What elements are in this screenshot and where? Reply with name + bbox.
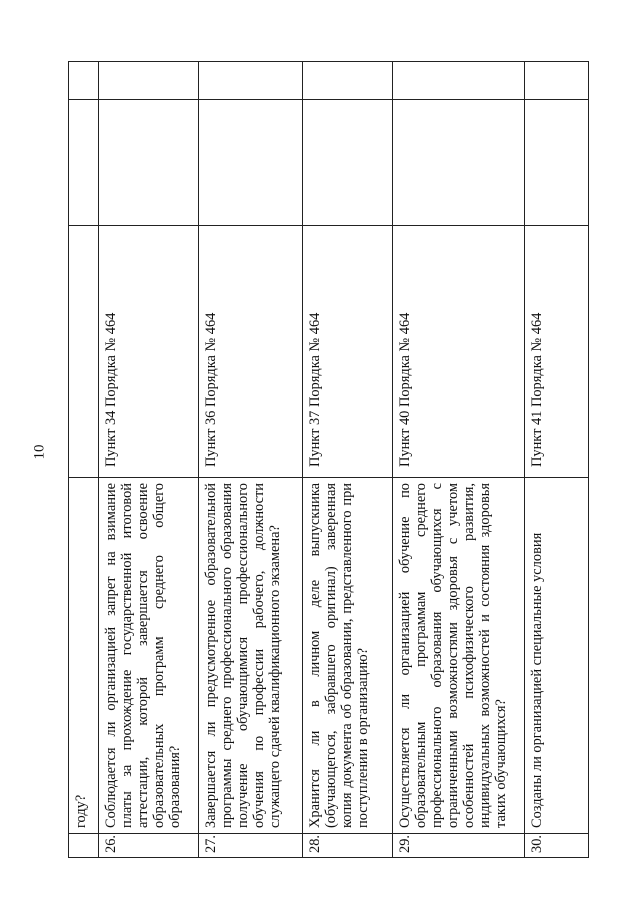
table-row [393, 62, 525, 858]
question-text: Завершается ли предусмотренное образовательной программы среднего профессионального образования получение обучающимися профессионального обучения по профессии рабочего, должности служащего сдачей квалификационного экзамена? [199, 478, 303, 834]
note-cell [199, 62, 303, 100]
note-cell [69, 62, 99, 100]
question-text: Хранится ли в личном деле выпускника (обучающегося, забравшего оригинал) заверенная копия документа об образовании, представленного при поступлении в организацию? [303, 478, 393, 834]
table-row [525, 62, 589, 858]
answer-cell [69, 100, 99, 226]
row-number: 29. [393, 834, 525, 858]
reference-text: Пункт 41 Порядка № 464 [525, 226, 589, 478]
table-row [99, 62, 199, 858]
reference-text: Пункт 40 Порядка № 464 [393, 226, 525, 478]
answer-cell [525, 100, 589, 226]
question-text: Осуществляется ли организацией обучение по образовательным программам среднего профессионального образования обучающихся с ограниченными возможностями здоровья с учетом особенностей психофизического развития, индивидуальных возможностей и состояния здоровья таких обучающихся? [393, 478, 525, 834]
reference-text: Пункт 37 Порядка № 464 [303, 226, 393, 478]
row-number: 28. [303, 834, 393, 858]
row-number: 26. [99, 834, 199, 858]
row-number-cell [69, 834, 99, 858]
note-cell [99, 62, 199, 100]
continuation-cell: году? [69, 478, 99, 834]
answer-cell [393, 100, 525, 226]
row-number: 27. [199, 834, 303, 858]
requirements-table-rotated [68, 62, 588, 858]
answer-cell [199, 100, 303, 226]
reference-text: Пункт 36 Порядка № 464 [199, 226, 303, 478]
reference-text: Пункт 34 Порядка № 464 [99, 226, 199, 478]
reference-cell [69, 226, 99, 478]
question-text: Созданы ли организацией специальные условия [525, 478, 589, 834]
table-row [303, 62, 393, 858]
row-number: 30. [525, 834, 589, 858]
note-cell [393, 62, 525, 100]
question-text: Соблюдается ли организацией запрет на взимание платы за прохождение государственной итоговой аттестации, которой завершается освоение образовательных программ среднего общего образования? [99, 478, 199, 834]
note-cell [525, 62, 589, 100]
answer-cell [303, 100, 393, 226]
table-row [199, 62, 303, 858]
page-number: 10 [31, 444, 48, 460]
answer-cell [99, 100, 199, 226]
table-row [69, 62, 99, 858]
note-cell [303, 62, 393, 100]
requirements-table [68, 61, 589, 858]
